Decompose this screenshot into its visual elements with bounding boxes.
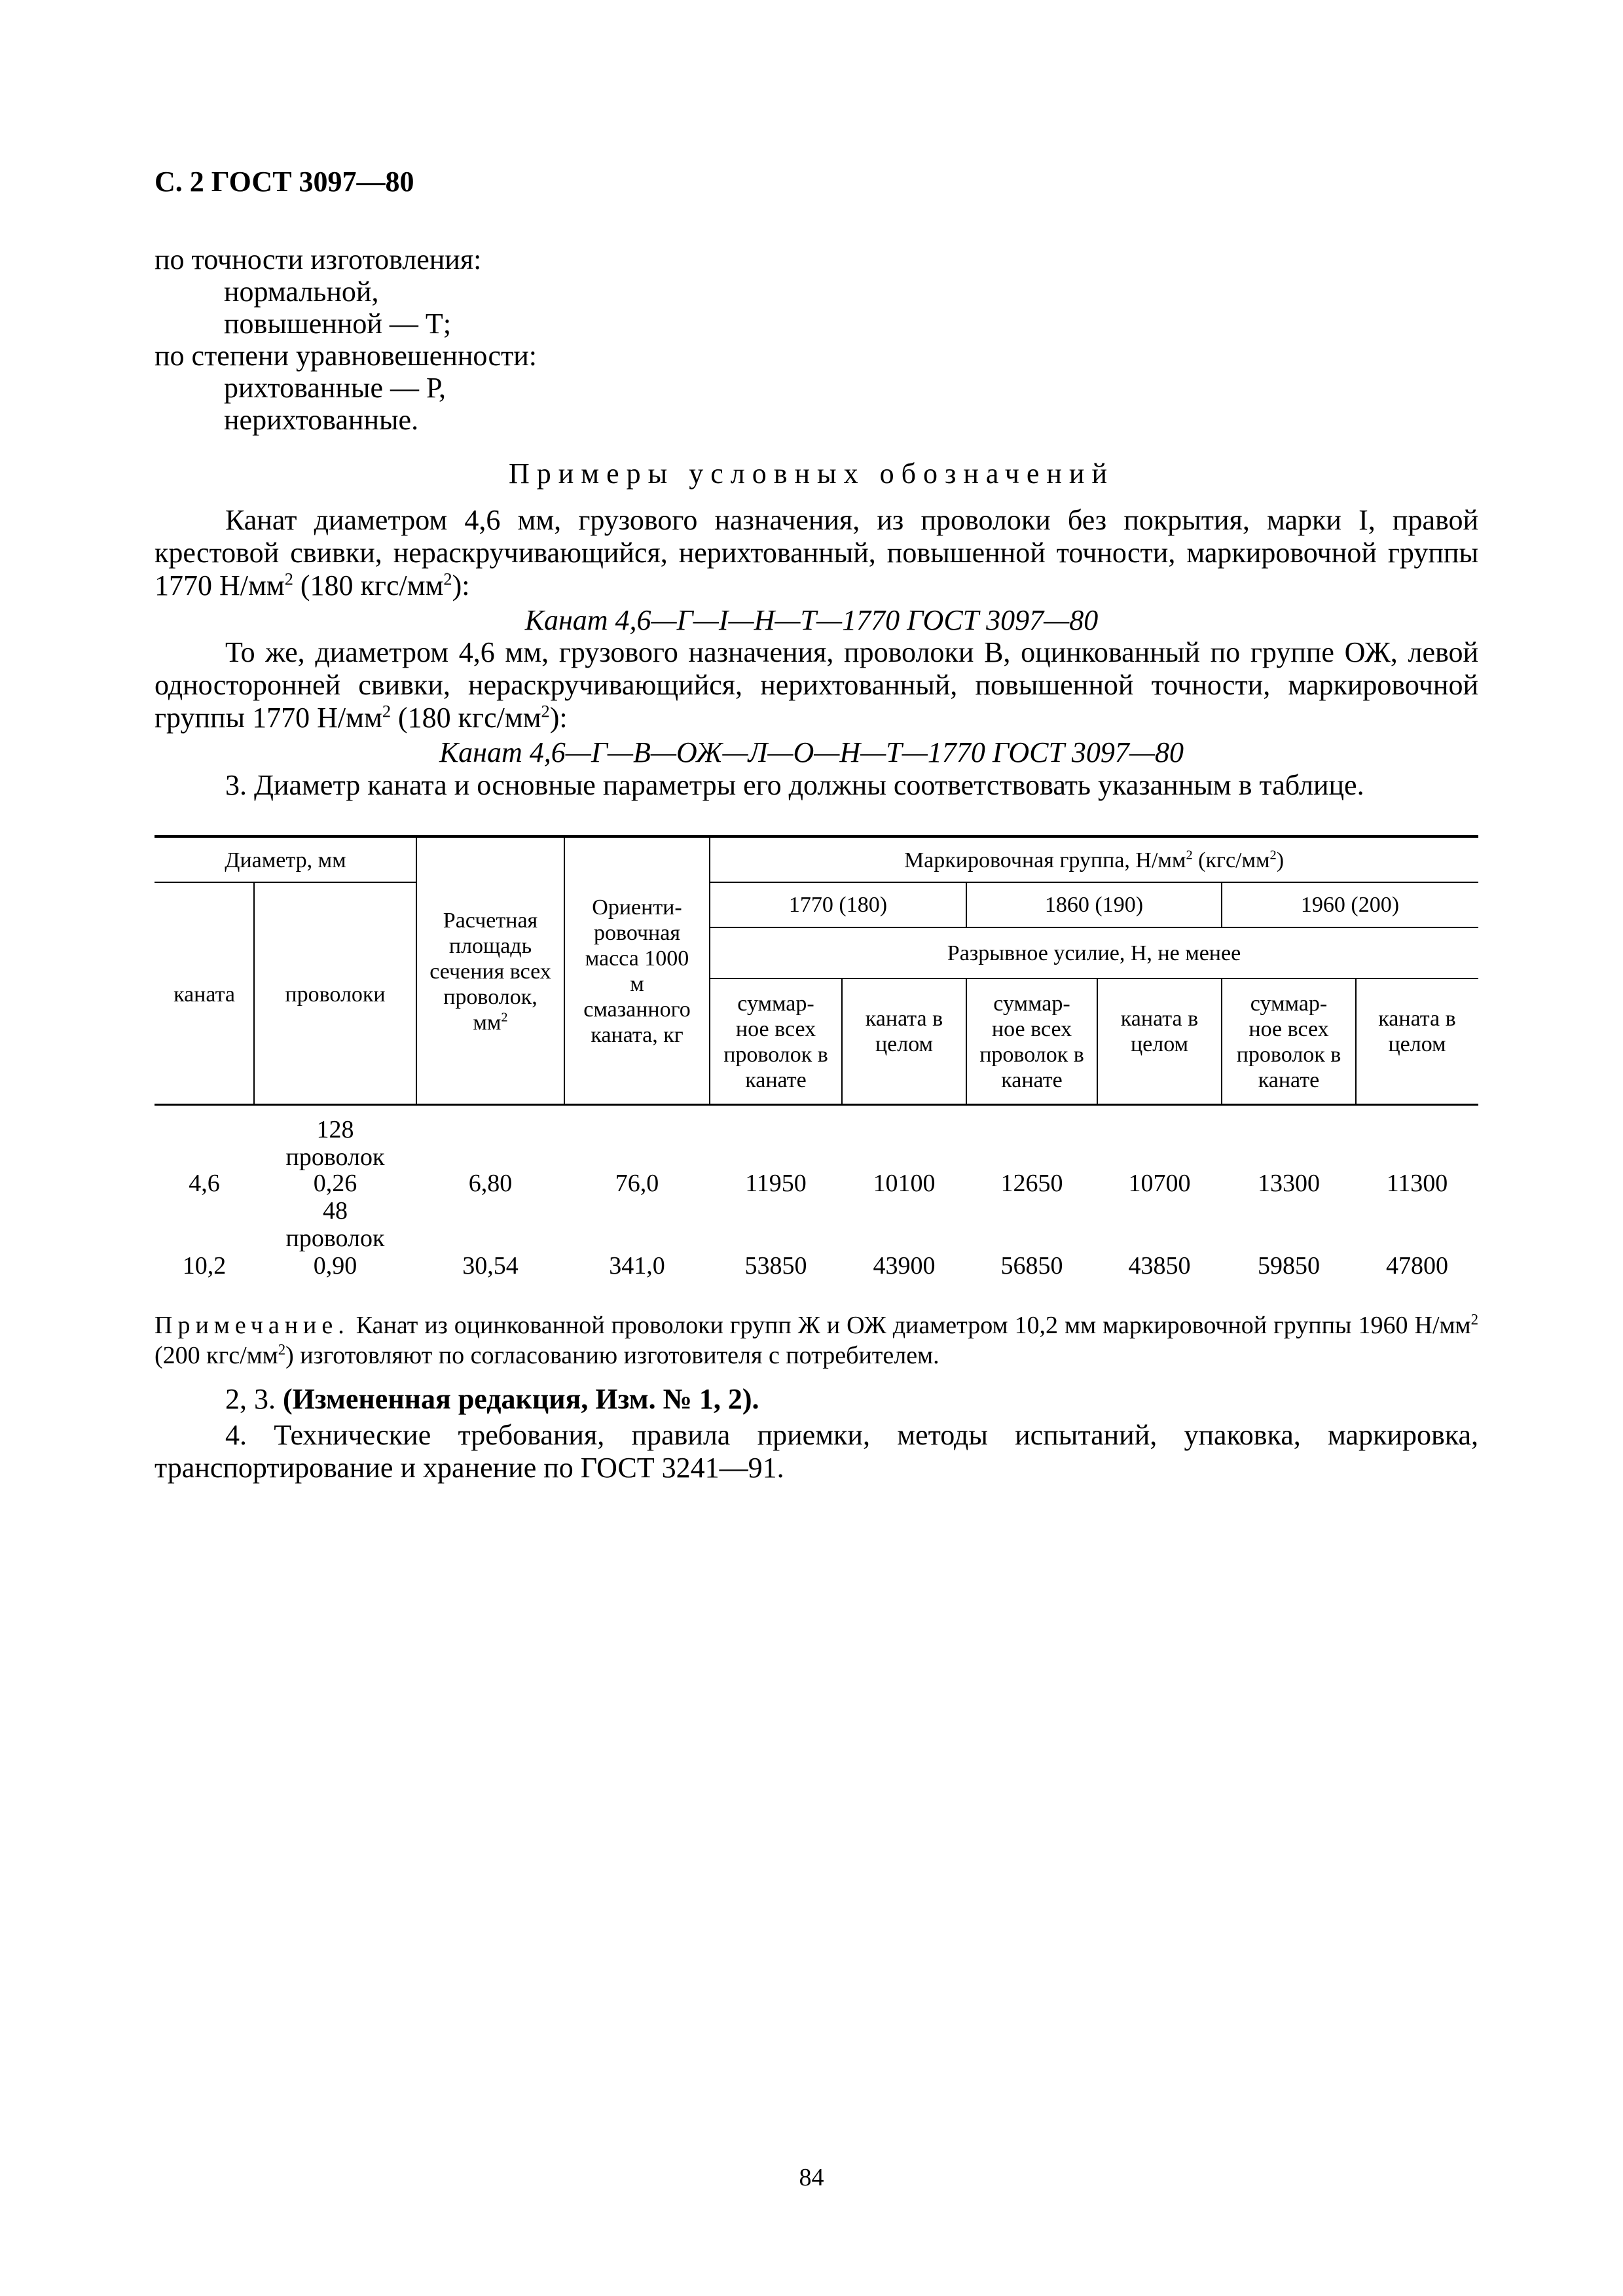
list-item: по точности изготовления:	[155, 243, 482, 276]
item4-paragraph	[155, 1419, 1478, 1484]
header-group-text: Маркировочная группа, Н/мм	[903, 848, 1186, 872]
header-group	[710, 838, 1478, 882]
example1-text: Канат диаметром 4,6 мм, грузового назначения, из проволоки без покрытия, марки I, правой крестовой свивки, нераскручивающийся, нерихтованный, повышенной точности, маркировочной группы 1770 Н/мм	[155, 504, 1478, 601]
sup: 2	[1470, 1311, 1478, 1328]
force-value: 10100	[873, 1170, 936, 1197]
example2-paragraph	[155, 636, 1478, 734]
sup: 2	[501, 1010, 508, 1025]
force-value: 10700	[1128, 1170, 1191, 1197]
note-text: Канат из оцинкованной проволоки групп Ж и ОЖ диаметром 10,2 мм маркировочной группы 1960 Н/мм	[349, 1312, 1471, 1339]
header-whole-1770: каната в целом	[865, 1007, 943, 1056]
amendment-prefix: 2, 3.	[225, 1383, 283, 1415]
force-value: 11950	[745, 1170, 807, 1197]
force-value: 43850	[1128, 1252, 1191, 1280]
area-value: 30,54	[462, 1252, 519, 1280]
group-1860: 1860 (190)	[1044, 893, 1144, 917]
sup: 2	[1186, 848, 1193, 863]
group-1770: 1770 (180)	[788, 893, 888, 917]
sup: 2	[382, 701, 392, 721]
header-whole-1960: каната в целом	[1378, 1007, 1456, 1056]
sup: 2	[541, 701, 550, 721]
force-value: 13300	[1258, 1170, 1320, 1197]
item4-text: 4. Технические требования, правила приемки, методы испытаний, упаковка, маркировка, транспортирование и хранение по ГОСТ 3241—91.	[155, 1419, 1478, 1484]
sup: 2	[1269, 848, 1277, 863]
wire-diameter: 0,90	[313, 1252, 357, 1280]
wire-word: проволок	[285, 1143, 385, 1171]
header-mass: Ориенти-ровочная масса 1000 м смазанного каната, кг	[583, 895, 691, 1047]
header-sum-1960: суммар-ное всех проволок в канате	[1236, 991, 1341, 1092]
table-note	[155, 1310, 1478, 1371]
wire-diameter: 0,26	[313, 1170, 357, 1197]
header-sum-1770: суммар-ное всех проволок в канате	[723, 991, 828, 1092]
example2-designation: Канат 4,6—Г—В—ОЖ—Л—О—Н—Т—1770 ГОСТ 3097—80	[439, 736, 1184, 768]
header-area-text: Расчетная площадь сечения всех проволок, мм	[429, 908, 551, 1035]
list-item: нерихтованные.	[224, 404, 419, 436]
list-item: повышенной — Т;	[224, 308, 452, 340]
amendment-line	[225, 1382, 759, 1416]
force-value: 47800	[1386, 1252, 1448, 1280]
mass-value: 341,0	[609, 1252, 665, 1280]
header-wire: проволоки	[285, 982, 386, 1007]
rope-diameter: 10,2	[182, 1252, 227, 1280]
example1-text-mid: (180 кгс/мм	[293, 569, 444, 601]
examples-title: Примеры условных обозначений	[508, 457, 1114, 490]
item3-text: 3. Диаметр каната и основные параметры его должны соответствовать указанным в таблице.	[225, 769, 1364, 801]
header-diameter: Диаметр, мм	[225, 848, 346, 872]
sup: 2	[443, 569, 452, 589]
header-group-mid: (кгс/мм	[1192, 848, 1270, 872]
parameters-table	[155, 835, 1478, 1287]
example1-text-end: ):	[452, 569, 470, 601]
example1-designation: Канат 4,6—Г—I—Н—Т—1770 ГОСТ 3097—80	[524, 604, 1099, 636]
header-rope: каната	[173, 982, 235, 1007]
force-value: 11300	[1386, 1170, 1448, 1197]
header-sum-1860: суммар-ное всех проволок в канате	[979, 991, 1084, 1092]
group-1960: 1960 (200)	[1300, 893, 1400, 917]
header-area	[416, 838, 564, 1105]
list-item: по степени уравновешенности:	[155, 340, 538, 372]
sup: 2	[284, 569, 293, 589]
note-text-mid: (200 кгс/мм	[155, 1342, 278, 1369]
force-value: 59850	[1258, 1252, 1320, 1280]
force-value: 53850	[744, 1252, 807, 1280]
note-label: Примечание.	[155, 1312, 350, 1339]
force-value: 12650	[1000, 1170, 1063, 1197]
note-text-end: ) изготовляют по согласованию изготовителя с потребителем.	[285, 1342, 939, 1369]
page-number: 84	[799, 2164, 824, 2191]
classification-list	[155, 243, 537, 436]
mass-value: 76,0	[615, 1170, 659, 1197]
list-item: нормальной,	[224, 276, 379, 308]
example2-text-mid: (180 кгс/мм	[391, 702, 541, 734]
header-force: Разрывное усилие, Н, не менее	[947, 941, 1241, 965]
amendment-text: (Измененная редакция, Изм. № 1, 2).	[283, 1383, 759, 1415]
list-item: рихтованные — Р,	[224, 372, 446, 404]
wire-word: проволок	[285, 1225, 385, 1252]
header-whole-1860: каната в целом	[1120, 1007, 1199, 1056]
header-group-end: )	[1276, 848, 1285, 872]
example1-paragraph	[155, 504, 1478, 602]
wire-count: 48	[323, 1197, 348, 1225]
wire-count: 128	[316, 1116, 354, 1143]
area-value: 6,80	[468, 1170, 513, 1197]
sup: 2	[278, 1341, 286, 1358]
example2-text: То же, диаметром 4,6 мм, грузового назначения, проволоки В, оцинкованный по группе ОЖ, левой односторонней свивки, нераскручивающийся, нерихтованный, повышенной точности, маркировочной группы 1770 Н/мм	[155, 636, 1478, 734]
page-header: С. 2 ГОСТ 3097—80	[155, 166, 414, 198]
force-value: 43900	[873, 1252, 936, 1280]
rope-diameter: 4,6	[189, 1170, 220, 1197]
force-value: 56850	[1000, 1252, 1063, 1280]
example2-text-end: ):	[549, 702, 568, 734]
